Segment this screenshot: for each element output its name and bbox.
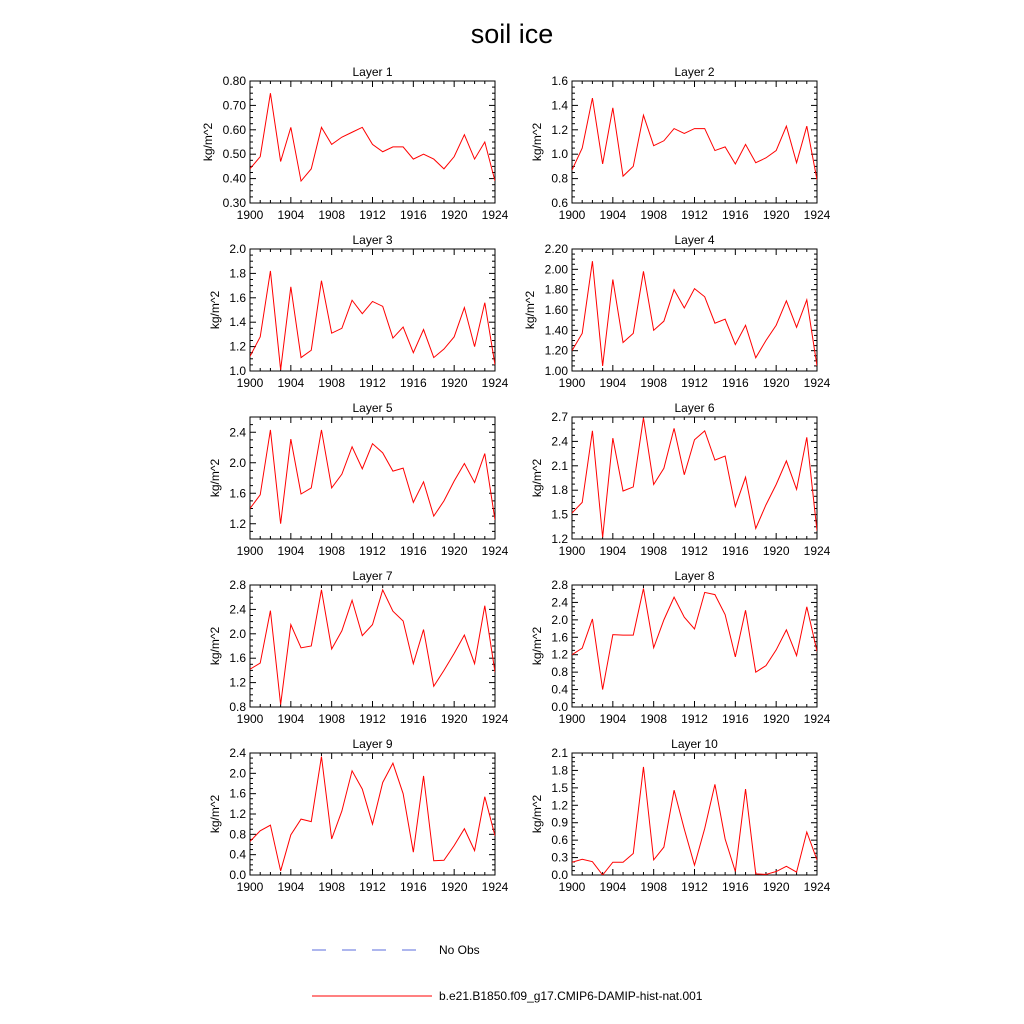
x-tick-label: 1912: [681, 712, 708, 726]
panel-layer-8: [530, 569, 831, 726]
x-tick-label: 1904: [277, 880, 305, 894]
x-tick-label: 1908: [318, 376, 346, 390]
x-tick-label: 1920: [762, 712, 790, 726]
panel-layer-10: [530, 737, 831, 894]
x-tick-label: 1904: [599, 880, 627, 894]
series-line-model-run: [572, 418, 817, 538]
panel-title: Layer 3: [352, 233, 393, 247]
panel-title: Layer 1: [352, 65, 393, 79]
x-tick-label: 1900: [236, 544, 264, 558]
x-tick-label: 1900: [558, 376, 586, 390]
y-tick-label: 0.4: [229, 847, 246, 862]
panel-layer-9: [208, 737, 509, 894]
y-tick-label: 0.6: [551, 196, 568, 210]
y-tick-label: 1.2: [229, 516, 246, 531]
plot-frame: [250, 417, 495, 539]
x-tick-label: 1924: [481, 880, 509, 894]
series-line-model-run: [572, 767, 817, 875]
y-tick-label: 0.8: [229, 827, 246, 842]
y-tick-label: 1.4: [551, 98, 568, 113]
y-tick-label: 0.6: [551, 833, 568, 848]
x-tick-label: 1908: [318, 208, 346, 222]
panel-title: Layer 6: [674, 401, 715, 415]
panel-title: Layer 10: [671, 737, 718, 751]
y-tick-label: 1.8: [551, 483, 568, 498]
y-axis-label: kg/m^2: [530, 122, 544, 162]
y-tick-label: 0.30: [222, 196, 246, 210]
y-tick-label: 1.2: [551, 122, 568, 137]
x-tick-label: 1920: [440, 376, 468, 390]
plot-frame: [572, 753, 817, 875]
series-line-model-run: [572, 98, 817, 180]
y-tick-label: 2.7: [551, 410, 568, 424]
x-tick-label: 1924: [803, 544, 831, 558]
x-tick-label: 1916: [721, 376, 749, 390]
y-tick-label: 1.6: [551, 630, 568, 645]
y-tick-label: 1.40: [544, 323, 568, 338]
y-axis-label: kg/m^2: [530, 458, 544, 498]
y-tick-label: 1.5: [551, 780, 568, 795]
legend-label-model-run: b.e21.B1850.f09_g17.CMIP6-DAMIP-hist-nat.001: [439, 989, 703, 1003]
y-tick-label: 2.1: [551, 458, 568, 473]
y-tick-label: 1.2: [551, 647, 568, 662]
y-axis-label: kg/m^2: [208, 794, 222, 834]
series-line-model-run: [250, 93, 495, 181]
series-line-model-run: [250, 271, 495, 370]
y-tick-label: 0.0: [551, 700, 568, 714]
panel-title: Layer 4: [674, 233, 715, 247]
x-tick-label: 1900: [558, 880, 586, 894]
x-tick-label: 1912: [359, 544, 386, 558]
y-tick-label: 2.0: [229, 766, 246, 781]
legend: [312, 943, 703, 1003]
x-tick-label: 1904: [599, 544, 627, 558]
x-tick-label: 1904: [599, 376, 627, 390]
x-tick-label: 1920: [440, 544, 468, 558]
x-tick-label: 1916: [721, 712, 749, 726]
x-tick-label: 1908: [640, 544, 668, 558]
y-tick-label: 2.0: [229, 455, 246, 470]
y-tick-label: 1.2: [229, 807, 246, 821]
panel-title: Layer 9: [352, 737, 393, 751]
x-tick-label: 1904: [599, 712, 627, 726]
y-tick-label: 1.8: [551, 763, 568, 778]
x-tick-label: 1904: [277, 376, 305, 390]
x-tick-label: 1900: [236, 712, 264, 726]
y-tick-label: 2.4: [551, 434, 568, 449]
x-tick-label: 1900: [236, 376, 264, 390]
y-axis-label: kg/m^2: [208, 458, 222, 498]
y-tick-label: 0.50: [222, 147, 246, 162]
x-tick-label: 1908: [318, 880, 346, 894]
y-tick-label: 0.8: [229, 700, 246, 714]
x-tick-label: 1908: [640, 376, 668, 390]
x-tick-label: 1924: [481, 376, 509, 390]
y-tick-label: 2.4: [229, 746, 246, 760]
x-tick-label: 1904: [277, 544, 305, 558]
y-tick-label: 0.70: [222, 98, 246, 113]
y-tick-label: 0.80: [222, 74, 246, 88]
x-tick-label: 1908: [640, 208, 668, 222]
y-axis-label: kg/m^2: [208, 290, 222, 330]
x-tick-label: 1900: [558, 544, 586, 558]
panel-layer-1: [201, 65, 509, 222]
panel-layer-6: [530, 401, 831, 558]
x-tick-label: 1924: [481, 712, 509, 726]
panel-layer-4: [523, 233, 831, 390]
x-tick-label: 1916: [399, 880, 427, 894]
plot-frame: [250, 249, 495, 371]
y-tick-label: 0.60: [222, 122, 246, 137]
y-tick-label: 1.6: [551, 74, 568, 88]
panel-layer-2: [530, 65, 831, 222]
x-tick-label: 1912: [681, 880, 708, 894]
x-tick-label: 1920: [762, 880, 790, 894]
x-tick-label: 1900: [558, 208, 586, 222]
x-tick-label: 1924: [803, 376, 831, 390]
y-tick-label: 1.0: [229, 364, 246, 378]
y-axis-label: kg/m^2: [530, 794, 544, 834]
y-tick-label: 1.2: [229, 339, 246, 354]
y-axis-label: kg/m^2: [208, 626, 222, 666]
series-line-model-run: [250, 590, 495, 705]
y-tick-label: 1.60: [544, 303, 568, 317]
x-tick-label: 1916: [721, 880, 749, 894]
y-tick-label: 2.00: [544, 262, 568, 277]
x-tick-label: 1900: [236, 880, 264, 894]
x-tick-label: 1912: [359, 208, 386, 222]
y-tick-label: 0.0: [229, 868, 246, 882]
y-tick-label: 1.6: [229, 290, 246, 305]
panel-title: Layer 2: [674, 65, 715, 79]
y-tick-label: 2.0: [229, 242, 246, 256]
x-tick-label: 1916: [399, 712, 427, 726]
x-tick-label: 1912: [359, 880, 386, 894]
x-tick-label: 1912: [681, 208, 708, 222]
x-tick-label: 1924: [803, 880, 831, 894]
x-tick-label: 1924: [803, 208, 831, 222]
y-axis-label: kg/m^2: [523, 290, 537, 330]
x-tick-label: 1920: [762, 544, 790, 558]
panel-layer-7: [208, 569, 509, 726]
figure-title: soil ice: [470, 19, 554, 49]
y-tick-label: 2.4: [229, 602, 246, 617]
x-tick-label: 1912: [681, 544, 708, 558]
series-line-model-run: [572, 261, 817, 366]
y-tick-label: 0.9: [551, 815, 568, 830]
y-tick-label: 2.8: [551, 578, 568, 592]
x-tick-label: 1920: [440, 880, 468, 894]
y-tick-label: 2.4: [551, 595, 568, 610]
y-tick-label: 1.80: [544, 282, 568, 297]
y-tick-label: 2.0: [551, 612, 568, 627]
x-tick-label: 1908: [318, 712, 346, 726]
y-tick-label: 1.2: [551, 798, 568, 813]
y-tick-label: 1.2: [229, 675, 246, 690]
series-line-model-run: [250, 757, 495, 871]
x-tick-label: 1912: [359, 376, 386, 390]
panels-grid: [201, 65, 831, 894]
x-tick-label: 1916: [399, 376, 427, 390]
y-tick-label: 1.5: [551, 507, 568, 522]
x-tick-label: 1908: [318, 544, 346, 558]
x-tick-label: 1900: [558, 712, 586, 726]
y-axis-label: kg/m^2: [201, 122, 215, 162]
x-tick-label: 1900: [236, 208, 264, 222]
y-tick-label: 1.20: [544, 343, 568, 358]
panel-layer-5: [208, 401, 509, 558]
y-tick-label: 0.40: [222, 171, 246, 186]
x-tick-label: 1912: [681, 376, 708, 390]
x-tick-label: 1920: [762, 376, 790, 390]
plot-frame: [572, 585, 817, 707]
panel-title: Layer 8: [674, 569, 715, 583]
y-tick-label: 2.8: [229, 578, 246, 592]
x-tick-label: 1920: [440, 712, 468, 726]
y-tick-label: 0.8: [551, 665, 568, 680]
y-tick-label: 0.4: [551, 682, 568, 697]
x-tick-label: 1924: [803, 712, 831, 726]
x-tick-label: 1904: [277, 712, 305, 726]
x-tick-label: 1916: [721, 208, 749, 222]
y-tick-label: 1.6: [229, 786, 246, 801]
x-tick-label: 1912: [359, 712, 386, 726]
y-tick-label: 0.8: [551, 171, 568, 186]
x-tick-label: 1920: [440, 208, 468, 222]
x-tick-label: 1916: [721, 544, 749, 558]
y-tick-label: 1.4: [229, 315, 246, 330]
y-tick-label: 2.1: [551, 746, 568, 760]
y-tick-label: 2.0: [229, 626, 246, 641]
y-tick-label: 1.0: [551, 147, 568, 162]
series-line-model-run: [250, 430, 495, 524]
y-tick-label: 1.00: [544, 364, 568, 378]
y-tick-label: 1.6: [229, 486, 246, 501]
series-line-model-run: [572, 588, 817, 689]
x-tick-label: 1920: [762, 208, 790, 222]
y-tick-label: 1.6: [229, 651, 246, 666]
x-tick-label: 1924: [481, 544, 509, 558]
panel-title: Layer 5: [352, 401, 393, 415]
x-tick-label: 1908: [640, 712, 668, 726]
x-tick-label: 1924: [481, 208, 509, 222]
y-tick-label: 0.0: [551, 868, 568, 882]
y-tick-label: 1.8: [229, 266, 246, 281]
x-tick-label: 1916: [399, 544, 427, 558]
panel-title: Layer 7: [352, 569, 393, 583]
plot-frame: [250, 753, 495, 875]
y-tick-label: 0.3: [551, 850, 568, 865]
panel-layer-3: [208, 233, 509, 390]
y-tick-label: 1.2: [551, 532, 568, 546]
x-tick-label: 1904: [599, 208, 627, 222]
y-axis-label: kg/m^2: [530, 626, 544, 666]
x-tick-label: 1908: [640, 880, 668, 894]
legend-label-no-obs: No Obs: [439, 943, 480, 957]
y-tick-label: 2.20: [544, 242, 568, 256]
x-tick-label: 1904: [277, 208, 305, 222]
x-tick-label: 1916: [399, 208, 427, 222]
y-tick-label: 2.4: [229, 425, 246, 440]
